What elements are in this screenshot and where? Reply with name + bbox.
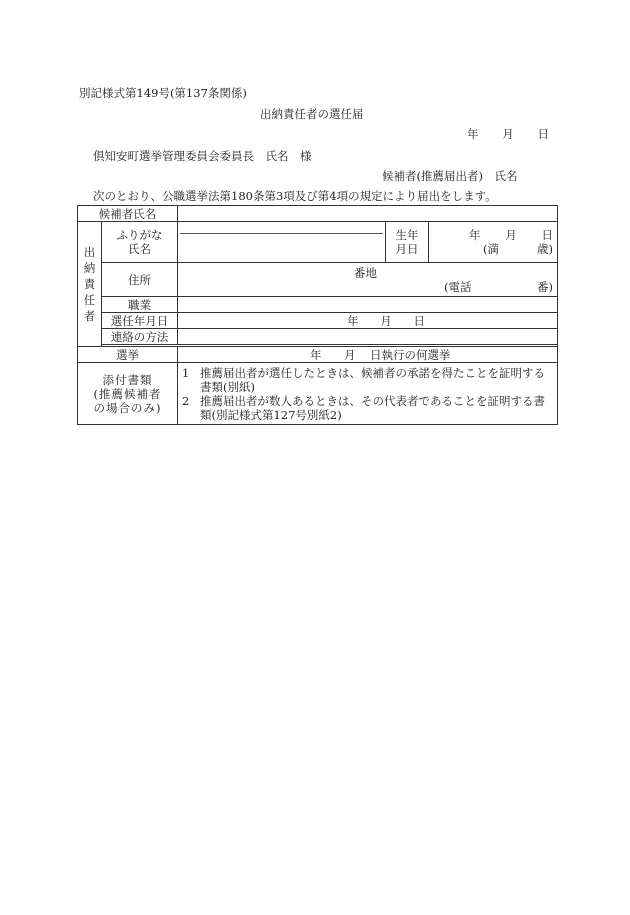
birth-date-field[interactable] [429,222,558,263]
election-year: 年 [310,347,322,362]
document-title: 出納責任者の選任届 [260,107,364,121]
birth-year: 年 [469,228,481,242]
appointment-month: 月 [380,313,392,328]
furigana-label: ふりがな [116,228,163,242]
attachment-text: 推薦届出者が数人あるときは、その代表者であることを証明する書類(別記様式第127号別紙2) [200,393,545,422]
attachments-label [78,363,178,425]
row-election [78,347,558,363]
birth-month: 月 [505,228,517,242]
birth-day: 日 [541,228,553,242]
occupation-label: 職業 [102,297,178,313]
candidate-name-line: 候補者(推薦届出者) 氏名 [382,169,518,183]
attachment-number: 1 [182,365,190,380]
attachments-title: 添付書類 [102,372,153,387]
occupation-field[interactable] [178,297,558,313]
banchi-label: 番地 [354,265,377,280]
birth-label-1: 生年 [395,228,419,242]
phone-close: 番) [537,279,553,294]
section-char: 者 [83,309,96,323]
election-value: 日執行の何選挙 [370,347,451,362]
attachment-number: 2 [182,393,190,408]
appointment-form-table [77,205,558,425]
date-year: 年 [467,127,479,141]
address-field[interactable] [178,263,558,297]
date-month: 月 [502,127,514,141]
furigana-name-label [102,222,178,263]
row-appointment-date [78,313,558,329]
name-label: 氏名 [128,242,151,256]
age-open: (満 [483,242,499,256]
attachment-item [182,366,553,394]
section-char: 出 [83,245,96,259]
candidate-name-label: 候補者氏名 [78,206,178,222]
phone-open: (電話 [444,279,472,294]
section-char: 任 [83,293,96,307]
section-char: 責 [83,277,96,291]
address-label: 住所 [102,263,178,297]
row-address [78,263,558,297]
appointment-day: 日 [413,313,425,328]
attachments-note-2: の場合のみ) [93,400,162,415]
election-month: 月 [344,347,356,362]
submission-date [467,127,549,141]
row-occupation [78,297,558,313]
attachments-note-1: (推薦候補者 [93,386,162,401]
attachment-text: 推薦届出者が選任したときは、候補者の承諾を得たことを証明する書類(別紙) [200,365,545,394]
candidate-name-field[interactable] [178,206,558,222]
contact-field[interactable] [178,329,558,345]
intro-statement: 次のとおり、公職選挙法第180条第3項及び第4項の規定により届出をします。 [93,189,497,203]
treasurer-section-label [78,222,102,347]
date-day: 日 [537,127,549,141]
attachments-list [178,363,558,425]
row-candidate-name [78,206,558,222]
contact-label: 連絡の方法 [102,329,178,345]
attachment-item [182,394,553,422]
birth-date-label [386,222,429,263]
furigana-name-field[interactable] [178,222,386,263]
section-char: 納 [83,261,96,275]
row-contact [78,329,558,345]
age-close: 歳) [537,242,553,256]
addressee: 倶知安町選挙管理委員会委員長 氏名 様 [93,149,312,163]
election-field[interactable] [178,347,558,363]
birth-label-2: 月日 [395,242,419,256]
form-reference: 別記様式第149号(第137条関係) [79,86,247,100]
election-label: 選挙 [78,347,178,363]
appointment-date-field[interactable] [178,313,558,329]
row-attachments [78,363,558,425]
appointment-year: 年 [347,313,359,328]
appointment-date-label: 選任年月日 [102,313,178,329]
row-furigana-name [78,222,558,263]
